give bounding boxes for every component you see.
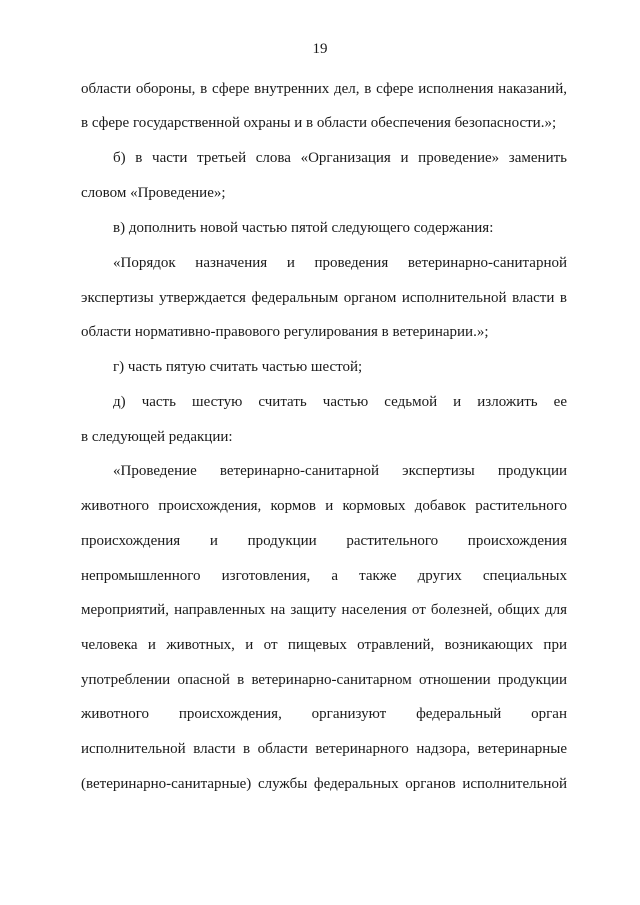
text-line: «Проведение ветеринарно-санитарной экспертизы продукции — [113, 463, 567, 479]
text-line: словом «Проведение»; — [81, 185, 226, 201]
text-line: «Порядок назначения и проведения ветеринарно-санитарной — [113, 255, 567, 271]
text-line: экспертизы утверждается федеральным органом исполнительной власти в — [81, 290, 567, 306]
text-line: происхождения и продукции растительного происхождения — [81, 533, 567, 549]
text-line: в) дополнить новой частью пятой следующего содержания: — [113, 220, 494, 236]
text-line: животного происхождения, кормов и кормовых добавок растительного — [81, 498, 567, 514]
page-number: 19 — [312, 41, 328, 57]
text-line: д) часть шестую считать частью седьмой и изложить ее — [113, 394, 567, 410]
text-line: животного происхождения, организуют федеральный орган — [81, 706, 567, 722]
text-line: области обороны, в сфере внутренних дел, в сфере исполнения наказаний, — [81, 81, 567, 97]
text-line: в сфере государственной охраны и в области обеспечения безопасности.»; — [81, 115, 557, 131]
text-line: мероприятий, направленных на защиту населения от болезней, общих для — [81, 602, 567, 618]
text-line: (ветеринарно-санитарные) службы федеральных органов исполнительной — [81, 776, 567, 792]
text-line: г) часть пятую считать частью шестой; — [113, 359, 363, 375]
text-line: исполнительной власти в области ветеринарного надзора, ветеринарные — [81, 741, 567, 757]
text-line: употреблении опасной в ветеринарно-санитарном отношении продукции — [81, 672, 567, 688]
text-line: в следующей редакции: — [81, 429, 233, 445]
text-line: человека и животных, и от пищевых отравлений, возникающих при — [81, 637, 567, 653]
text-line: непромышленного изготовления, а также других специальных — [81, 568, 567, 584]
text-line: области нормативно-правового регулирования в ветеринарии.»; — [81, 324, 489, 340]
text-line: б) в части третьей слова «Организация и проведение» заменить — [113, 150, 567, 166]
